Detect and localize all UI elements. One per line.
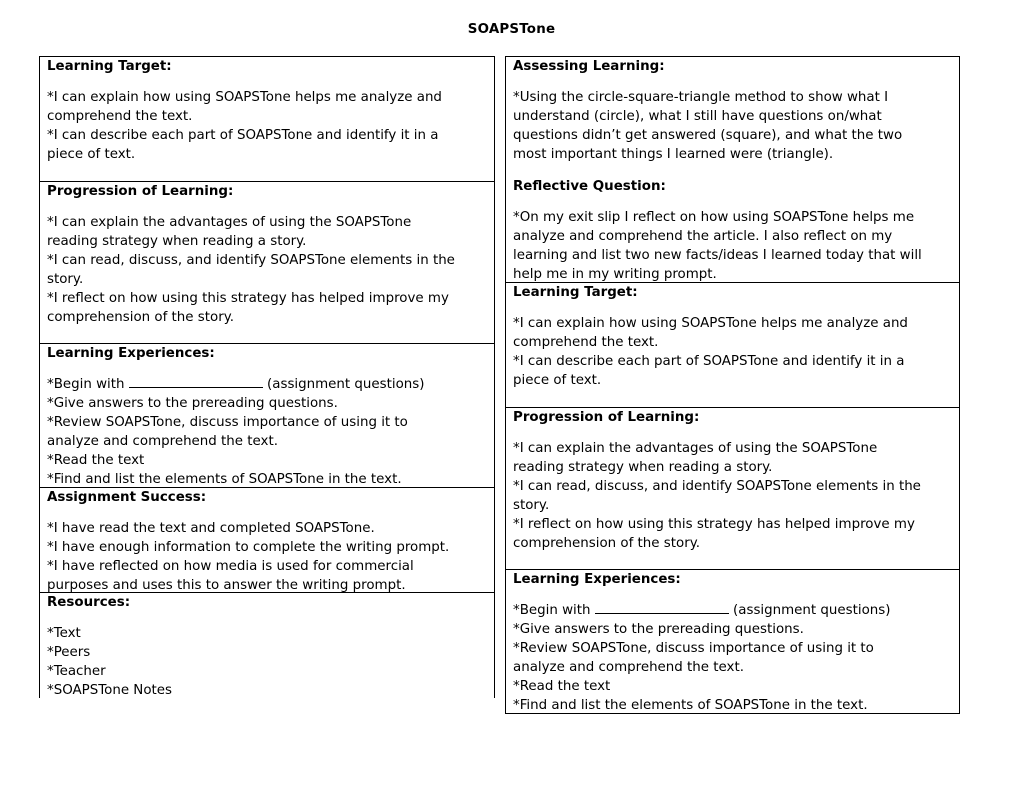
text-line: *I can explain how using SOAPSTone helps me analyze and <box>513 316 908 331</box>
text-line: analyze and comprehend the text. <box>47 434 278 449</box>
section-heading: Progression of Learning: <box>47 184 234 199</box>
text-line: *I have enough information to complete the writing prompt. <box>47 540 450 555</box>
text-line: piece of text. <box>47 147 136 162</box>
text-line: *Teacher <box>47 664 106 679</box>
text-line: comprehension of the story. <box>513 536 700 551</box>
begin-suffix: (assignment questions) <box>733 603 891 618</box>
text-line: *Give answers to the prereading questions. <box>47 396 338 411</box>
begin-prefix: *Begin with <box>513 603 591 618</box>
text-line: story. <box>513 498 550 513</box>
text-line: *I reflect on how using this strategy has helped improve my <box>513 517 915 532</box>
section-heading: Learning Experiences: <box>513 572 681 587</box>
text-line: *I can explain the advantages of using the SOAPSTone <box>47 215 412 230</box>
text-line: *I reflect on how using this strategy has helped improve my <box>47 291 449 306</box>
text-line: *SOAPSTone Notes <box>47 683 172 698</box>
progression-section-right <box>505 407 960 570</box>
text-line: *Give answers to the prereading questions. <box>513 622 804 637</box>
text-line: *Text <box>47 626 81 641</box>
begin-prefix: *Begin with <box>47 377 125 392</box>
section-heading: Assignment Success: <box>47 490 207 505</box>
text-line: *On my exit slip I reflect on how using SOAPSTone helps me <box>513 210 915 225</box>
assessing-learning-section <box>505 56 960 284</box>
fill-in-blank <box>595 602 729 614</box>
text-line: analyze and comprehend the article. I also reflect on my <box>513 229 893 244</box>
text-line: *Find and list the elements of SOAPSTone in the text. <box>513 698 868 713</box>
text-line: *Find and list the elements of SOAPSTone in the text. <box>47 472 402 487</box>
begin-suffix: (assignment questions) <box>267 377 425 392</box>
text-line: reading strategy when reading a story. <box>513 460 773 475</box>
assignment-success-section <box>39 487 495 593</box>
text-line: comprehension of the story. <box>47 310 234 325</box>
text-line: *Review SOAPSTone, discuss importance of using it to <box>47 415 408 430</box>
text-line: *I can describe each part of SOAPSTone and identify it in a <box>513 354 905 369</box>
text-line: reading strategy when reading a story. <box>47 234 307 249</box>
text-line: understand (circle), what I still have questions on/what <box>513 109 882 124</box>
text-line: *I can read, discuss, and identify SOAPSTone elements in the <box>47 253 455 268</box>
text-line: help me in my writing prompt. <box>513 267 717 282</box>
text-line: *I can explain the advantages of using the SOAPSTone <box>513 441 878 456</box>
section-heading: Learning Experiences: <box>47 346 215 361</box>
text-line: most important things I learned were (triangle). <box>513 147 834 162</box>
text-line: *Review SOAPSTone, discuss importance of using it to <box>513 641 874 656</box>
text-line: purposes and uses this to answer the writing prompt. <box>47 578 406 593</box>
page-title: SOAPSTone <box>467 22 556 37</box>
text-line: *I can explain how using SOAPSTone helps me analyze and <box>47 90 442 105</box>
fill-in-blank <box>129 376 263 388</box>
learning-target-section <box>39 56 495 182</box>
resources-section <box>39 592 495 698</box>
text-line: *Read the text <box>47 453 145 468</box>
text-line: *I can read, discuss, and identify SOAPSTone elements in the <box>513 479 921 494</box>
text-line: learning and list two new facts/ideas I learned today that will <box>513 248 922 263</box>
section-heading: Learning Target: <box>47 59 172 74</box>
text-line: *Peers <box>47 645 91 660</box>
text-line: *I have reflected on how media is used for commercial <box>47 559 414 574</box>
learning-experiences-section <box>39 343 495 488</box>
begin-line <box>47 375 488 394</box>
text-line: analyze and comprehend the text. <box>513 660 744 675</box>
text-line: *I have read the text and completed SOAPSTone. <box>47 521 375 536</box>
learning-experiences-section-right <box>505 569 960 714</box>
begin-line <box>513 601 953 620</box>
text-line: *I can describe each part of SOAPSTone and identify it in a <box>47 128 439 143</box>
text-line: piece of text. <box>513 373 602 388</box>
section-heading: Progression of Learning: <box>513 410 700 425</box>
reflective-question-heading: Reflective Question: <box>513 179 666 194</box>
text-line: comprehend the text. <box>47 109 193 124</box>
text-line: questions didn’t get answered (square), and what the two <box>513 128 903 143</box>
text-line: *Using the circle-square-triangle method to show what I <box>513 90 889 105</box>
text-line: story. <box>47 272 84 287</box>
section-heading: Learning Target: <box>513 285 638 300</box>
text-line: *Read the text <box>513 679 611 694</box>
text-line: comprehend the text. <box>513 335 659 350</box>
section-heading: Resources: <box>47 595 131 610</box>
section-heading: Assessing Learning: <box>513 59 665 74</box>
progression-section <box>39 181 495 344</box>
learning-target-section-right <box>505 282 960 408</box>
